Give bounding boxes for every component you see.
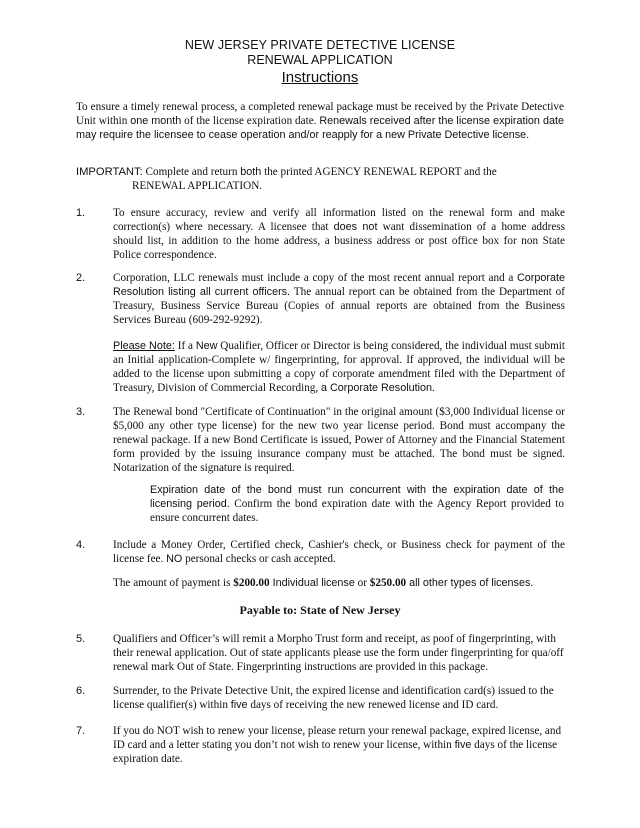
item-4-text: Include a Money Order, Certified check, Cashier's check, or Business check for payment of the license fee. NO personal checks or cash accepted. [113,539,565,565]
please-note-label: Please Note: [113,340,175,352]
payable-to-heading: Payable to: State of New Jersey [239,603,401,617]
item-2-note: Please Note: If a New Qualifier, Officer or Director is being considered, the individual must submit an Initial application-Complete w/ fingerprinting, for approval. If approved, the individual will be added to the license upon submitting a copy of corporate amendment filed with the Department of Treasury, Division of Commercial Recording, a Corporate Resolution. [113,340,565,394]
item-7-text: If you do NOT wish to renew your license, please return your renewal package, expired license, and ID card and a letter stating you don’t not wish to renew your license, within five days of the license expiration date. [113,725,562,765]
item-number: 1. [76,207,86,219]
item-3-subnote: Expiration date of the bond must run concurrent with the expiration date of the licensing period. Confirm the bond expiration date with the Agency Report provided to ensure concurrent dates. [150,484,564,524]
instructions-heading: Instructions [281,69,359,86]
document-header [0,38,640,87]
item-number: 4. [76,539,86,551]
item-number: 5. [76,633,86,645]
important-label: IMPORTANT: [76,166,143,178]
payment-amount: The amount of payment is $200.00 Individual license or $250.00 all other types of licenses. [113,577,534,589]
header-subtitle: RENEWAL APPLICATION [247,53,393,67]
header-title: NEW JERSEY PRIVATE DETECTIVE LICENSE [184,38,456,52]
item-5-text: Qualifiers and Officer’s will remit a Morpho Trust form and receipt, as poof of fingerprinting, with their renewal application. Out of state applicants please use the form under fingerprinting for qua/off renewal mark Out of State. Fingerprinting instructions are provided in this package. [113,633,564,673]
item-6-text: Surrender, to the Private Detective Unit, the expired license and identification card(s) issued to the license qualifier(s) within five days of receiving the new renewed license and ID card. [113,685,554,711]
item-number: 7. [76,725,86,737]
important-note: IMPORTANT: Complete and return both the printed AGENCY RENEWAL REPORT and the RENEWAL APPLICATION. [76,166,497,192]
intro-paragraph: To ensure a timely renewal process, a completed renewal package must be received by the Private Detective Unit within one month of the license expiration date. Renewals received after the license expiration date may require the licensee to cease operation and/or reapply for a new Private Detective license. [76,101,564,141]
item-number: 2. [76,272,86,284]
item-3-text: The Renewal bond "Certificate of Continuation" in the original amount ($3,000 Individual license or $5,000 any other type license) for the new two year license period. Bond must accompany the renewal package. If a new Bond Certificate is issued, Power of Attorney and the Financial Statement form provided by the issuing insurance company must be attached. The bond must be signed. Notarization of the signature is required. [113,406,565,474]
item-number: 3. [76,406,86,418]
item-2-text: Corporation, LLC renewals must include a copy of the most recent annual report and a Corporate Resolution listing all current officers. The annual report can be obtained from the Department of Treasury, Business Service Bureau (Copies of annual reports are obtained from the Business Services Bureau (609-292-9292). [113,272,565,326]
item-1-text: To ensure accuracy, review and verify all information listed on the renewal form and make correction(s) where necessary. A licensee that does not want dissemination of a home address should list, in addition to the home address, a business address or post office box for non State Police correspondence. [113,207,566,261]
item-number: 6. [76,685,86,697]
